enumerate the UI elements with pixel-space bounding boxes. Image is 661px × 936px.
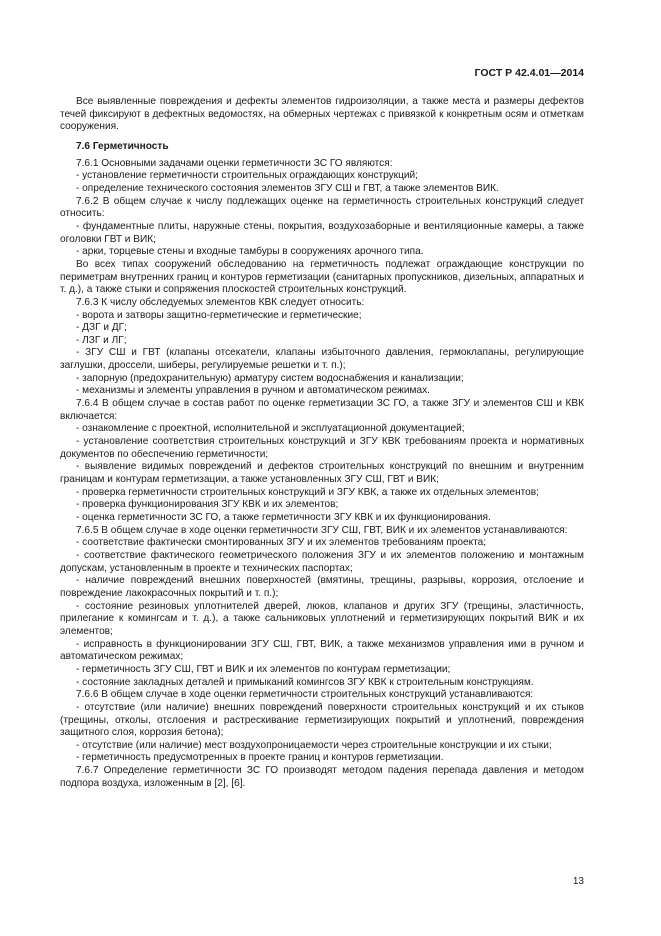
paragraph: - запорную (предохранительную) арматуру систем водоснабжения и канализации;: [76, 372, 464, 384]
paragraph: - определение технического состояния элементов ЗГУ СШ и ГВТ, а также элементов ВИК.: [76, 182, 499, 194]
paragraph: 7.6.6 В общем случае в ходе оценки герметичности строительных конструкций устанавливаются:: [76, 689, 534, 701]
paragraph: 7.6.5 В общем случае в ходе оценки герметичности ЗГУ СШ, ГВТ, ВИК и их элементов устанавливаются:: [76, 524, 568, 536]
paragraph: 7.6.2 В общем случае к числу подлежащих оценке на герметичность строительных конструкций следует относить:: [60, 195, 584, 220]
paragraph: - ознакомление с проектной, исполнительной и эксплуатационной документацией;: [76, 423, 465, 435]
paragraph: - исправность в функционировании ЗГУ СШ, ГВТ, ВИК, а также механизмов управления ими в ручном и автоматическом режимах;: [60, 638, 584, 663]
paragraph: - арки, торцевые стены и входные тамбуры в сооружениях арочного типа.: [76, 246, 424, 258]
paragraph: - отсутствие (или наличие) мест воздухопроницаемости через строительные конструкции и их стыки;: [76, 739, 552, 751]
paragraph: - ЛЗГ и ЛГ;: [76, 334, 127, 346]
paragraph: - состояние резиновых уплотнителей дверей, люков, клапанов и других ЗГУ (трещины, эластичность, прилегание к комингсам и т. д.), а также сальниковых уплотнений и герметизирующих покрытий ВИК и их элементов;: [60, 600, 584, 637]
paragraph: - ДЗГ и ДГ;: [76, 322, 127, 334]
paragraph: - установление соответствия строительных конструкций и ЗГУ КВК требованиям проекта и нормативных документов по обеспечению герметичности;: [60, 436, 584, 460]
paragraph: - соответствие фактического геометрического положения ЗГУ и их элементов положению и монтажным допускам, установленным в проекте и технических паспортах;: [60, 549, 584, 574]
paragraph: - ворота и затворы защитно-герметические и герметические;: [76, 309, 362, 321]
page-number: 13: [572, 876, 584, 887]
paragraph: Во всех типах сооружений обследованию на герметичность подлежат ограждающие конструкции по периметрам внутренних границ и контуров герметизации (санитарных пропускников, дизельных, аппаратных и т. д.), а также стыки и сопряжения плоскостей строительных конструкций.: [60, 258, 584, 296]
paragraph: - соответствие фактически смонтированных ЗГУ и их элементов требованиям проекта;: [76, 537, 487, 549]
paragraph: - ЗГУ СШ и ГВТ (клапаны отсекатели, клапаны избыточного давления, гермоклапаны, регулирующие заглушки, дроссели, шиберы, регулируемые решетки и т. п.);: [60, 347, 584, 372]
paragraph: 7.6.3 К числу обследуемых элементов КВК следует относить:: [76, 296, 365, 308]
paragraph: 7.6.7 Определение герметичности ЗС ГО производят методом падения перепада давления и методом подпора воздуха, изложенным в [2], [6].: [60, 765, 584, 789]
intro-paragraph: Все выявленные повреждения и дефекты элементов гидроизоляции, а также места и размеры дефектов течей фиксируют в дефектных ведомостях, на обмерных чертежах с привязкой к конкретным осям и отметкам сооружения.: [60, 96, 584, 133]
paragraph: - проверка функционирования ЗГУ КВК и их элементов;: [76, 499, 339, 511]
paragraph: - механизмы и элементы управления в ручном и автоматическом режимах.: [76, 385, 430, 397]
paragraph: - наличие повреждений внешних поверхностей (вмятины, трещины, разрывы, коррозия, отслоение и повреждение лакокрасочных покрытий и т. п.);: [60, 575, 584, 599]
paragraph: - фундаментные плиты, наружные стены, покрытия, воздухозаборные и вентиляционные камеры, а также оголовки ГВТ и ВИК;: [60, 220, 584, 245]
paragraph: - установление герметичности строительных ограждающих конструкций;: [76, 170, 418, 182]
paragraph: - состояние закладных деталей и примыканий комингсов ЗГУ КВК к строительным конструкциям.: [76, 676, 534, 688]
section-paragraphs: [60, 158, 584, 791]
paragraph: 7.6.1 Основными задачами оценки герметичности ЗС ГО являются:: [76, 157, 393, 169]
paragraph: - выявление видимых повреждений и дефектов строительных конструкций по внешним и внутренним границам и контурам герметизации, а также установленных ЗГУ СШ, ГВТ и ВИК;: [60, 461, 584, 486]
paragraph: 7.6.4 В общем случае в состав работ по оценке герметизации ЗС ГО, а также ЗГУ и элементов СШ и КВК включается:: [60, 398, 584, 422]
paragraph: - герметичность ЗГУ СШ, ГВТ и ВИК и их элементов по контурам герметизации;: [76, 663, 451, 675]
paragraph: - отсутствие (или наличие) внешних повреждений поверхности строительных конструкций и их стыков (трещины, отколы, отслоения и растрескивание герметизирующих покрытий и уплотнений, повреждения защитного слоя, коррозия бетона);: [60, 701, 584, 739]
paragraph: - герметичность предусмотренных в проекте границ и контуров герметизации.: [76, 752, 444, 764]
paragraph: - оценка герметичности ЗС ГО, а также герметичности ЗГУ КВК и их функционирования.: [76, 512, 491, 523]
section-heading: 7.6 Герметичность: [76, 140, 169, 152]
page-body: [60, 96, 584, 790]
document-code-header: ГОСТ Р 42.4.01—2014: [474, 67, 584, 79]
paragraph: - проверка герметичности строительных конструкций и ЗГУ КВК, а также их отдельных элементов;: [76, 486, 539, 498]
